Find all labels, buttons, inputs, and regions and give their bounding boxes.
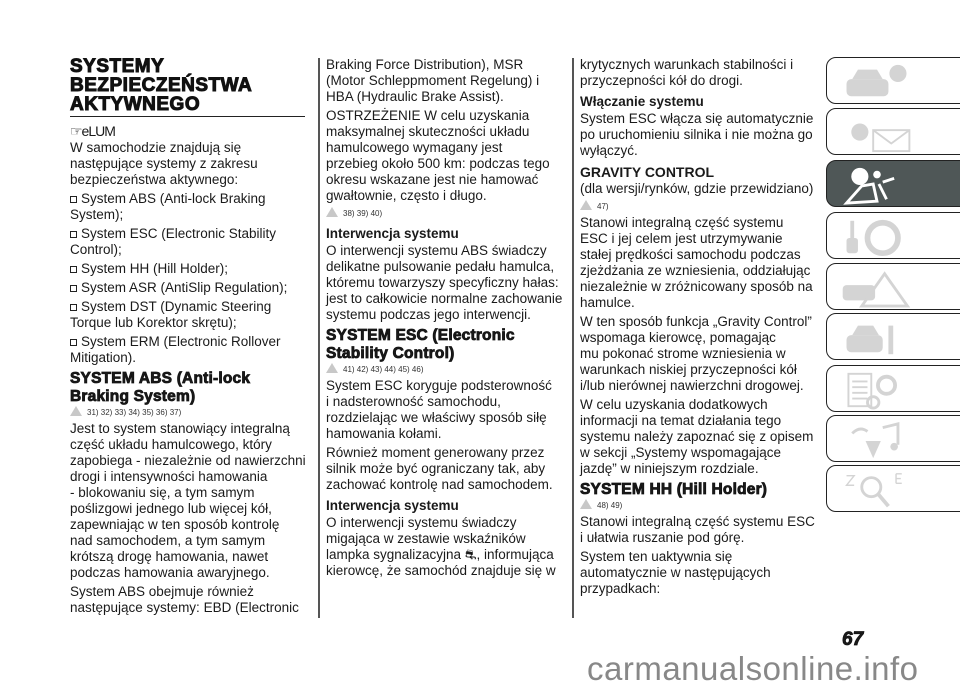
chapter-tab-index-search[interactable]: [826, 465, 960, 512]
text-line: [70, 533, 310, 549]
text: W samochodzie znajdują się: [70, 140, 242, 155]
text-line: [326, 345, 566, 363]
text-line: [580, 581, 820, 597]
text: zjeżdżania ze wzniesienia, oddziałując: [580, 263, 811, 278]
chapter-tab-airbag-safety[interactable]: [826, 160, 960, 207]
paragraph: [580, 314, 820, 394]
text: przypadkach:: [580, 581, 661, 596]
warning-triangle-icon: [580, 200, 592, 210]
text-line: [326, 327, 566, 345]
text: następujące systemy z zakresu: [70, 156, 258, 171]
warning-triangle-icon: [326, 207, 338, 217]
text: hamowania kołami.: [326, 426, 442, 441]
text-line: [580, 445, 820, 461]
section-heading: [326, 327, 566, 363]
text-line: [326, 307, 566, 323]
paragraph: [326, 515, 566, 579]
text-line: [326, 140, 566, 156]
index-search-icon: [837, 470, 917, 510]
text: - blokowaniu się, a tym samym: [70, 485, 255, 500]
text-line: [70, 350, 310, 366]
text-line: [580, 295, 820, 311]
warning-references: [326, 363, 566, 377]
text-line: [326, 225, 566, 243]
text-line: [70, 315, 310, 331]
text-line: [326, 563, 566, 579]
text-line: [580, 314, 820, 330]
car-info-icon: [837, 62, 917, 102]
text: Interwencja systemu: [326, 498, 459, 513]
text: (Motor Schleppmoment Regelung) i: [326, 73, 540, 88]
reference-numbers: 48) 49): [597, 501, 623, 510]
text-line: [580, 127, 820, 143]
text: Jest to system stanowiący integralną: [70, 421, 290, 436]
reference-numbers: 31) 32) 33) 34) 35) 36) 37): [87, 408, 182, 417]
text-line: [580, 397, 820, 413]
multimedia-icon: [837, 420, 917, 460]
text-line: [70, 242, 310, 258]
text: Braking System): [70, 388, 196, 405]
text-line: [580, 57, 820, 73]
text-line: [580, 215, 820, 231]
text-line: [326, 73, 566, 89]
text: zapobiega - niezależnie od nawierzchni: [70, 453, 306, 468]
text: System ABS (Anti-lock Braking: [81, 191, 266, 206]
chapter-tab-multimedia[interactable]: [826, 415, 960, 462]
text: silnik może być ograniczany tak, aby: [326, 461, 546, 476]
text-line: [70, 421, 310, 437]
text: następujące systemy: EBD (Electronic: [70, 600, 299, 615]
text-line: [70, 584, 310, 600]
text: krytycznych warunkach stabilności i: [580, 57, 794, 72]
text: kierowcę, że samochód znajduje się w: [326, 563, 556, 578]
list-item: [70, 191, 310, 223]
chapter-tab-key-steering-wheel[interactable]: [826, 212, 960, 259]
text-line: [580, 111, 820, 127]
text-line: [580, 481, 820, 499]
column-2: [326, 57, 566, 582]
list-item: [70, 261, 310, 277]
text-line: [580, 263, 820, 279]
text: w sekcji „Systemy wspomagające: [580, 445, 782, 460]
car-wrench-icon: [837, 318, 917, 358]
warning-triangle-icon: [326, 363, 338, 373]
chapter-tab-warning-light-message[interactable]: [826, 108, 960, 155]
bullet-square-icon: [70, 339, 77, 346]
bullet-square-icon: [70, 266, 77, 273]
text: wspomaga kierowcę, pomagając: [580, 330, 776, 345]
text: Braking Force Distribution), MSR: [326, 57, 524, 72]
text-line: [580, 413, 820, 429]
text: GRAVITY CONTROL: [580, 164, 715, 180]
elum-icon: ☞eLUM: [70, 123, 115, 139]
text: zapewniając w ten sposób kontrolę: [70, 517, 280, 532]
text: System ERM (Electronic Rollover: [81, 334, 281, 349]
text: któremu towarzyszy specyficzny hałas:: [326, 275, 559, 290]
text-line: [326, 108, 566, 124]
paragraph: [326, 57, 566, 105]
title-line: BEZPIECZEŃSTWA: [70, 75, 253, 96]
text-line: [70, 469, 310, 485]
warning-references: [580, 499, 820, 513]
warning-references: [326, 207, 566, 221]
bullet-square-icon: [70, 304, 77, 311]
warning-references: [580, 200, 820, 214]
list-item: [70, 334, 310, 366]
text-line: [580, 429, 820, 445]
text-line: [326, 156, 566, 172]
text: System ten uaktywnia się: [580, 549, 733, 564]
text: O interwencji systemu świadczy: [326, 515, 517, 530]
text: System HH (Hill Holder);: [81, 261, 229, 276]
text: hamulce.: [580, 295, 635, 310]
text-line: [580, 181, 820, 197]
text: Control);: [70, 242, 122, 257]
text: warunkach niskiej przyczepności kół: [580, 362, 797, 377]
text: System ESC włącza się automatycznie: [580, 111, 814, 126]
text-line: [326, 426, 566, 442]
text-line: [326, 57, 566, 73]
text: automatycznie w następujących: [580, 565, 771, 580]
text-line: [326, 445, 566, 461]
text: jest to całkowicie normalne zachowanie: [326, 291, 563, 306]
paragraph: [580, 181, 820, 197]
bullet-square-icon: [70, 196, 77, 203]
text-line: [326, 291, 566, 307]
section-heading: [580, 93, 820, 111]
paragraph: [326, 243, 566, 323]
text: rozdzielając we właściwy sposób siłę: [326, 410, 547, 425]
warning-references: [70, 406, 310, 420]
text: Również moment generowany przez: [326, 445, 545, 460]
paragraph: [580, 397, 820, 477]
paragraph: [580, 57, 820, 89]
bullet-square-icon: [70, 231, 77, 238]
text-line: [326, 243, 566, 259]
text: W celu uzyskania dodatkowych: [580, 397, 768, 412]
text-line: [326, 531, 566, 547]
paragraph: [70, 140, 310, 188]
text-line: [70, 453, 310, 469]
text-line: [580, 279, 820, 295]
text-line: [580, 461, 820, 477]
text-line: [326, 259, 566, 275]
text: niezależnie w zróżnicowany sposób na: [580, 279, 813, 294]
text-line: [70, 501, 310, 517]
text: ESC i jej celem jest utrzymywanie: [580, 231, 783, 246]
column-divider: [318, 58, 320, 618]
text-line: [580, 530, 820, 546]
text-line: [326, 461, 566, 477]
text: i/lub nierównej nawierzchni drogowej.: [580, 378, 804, 393]
specs-gear-icon: [837, 370, 917, 410]
text: migająca w zestawie wskaźników: [326, 531, 526, 546]
reference-numbers: 38) 39) 40): [343, 209, 383, 218]
column-3: [580, 57, 820, 600]
text-line: [326, 89, 566, 105]
text: bezpieczeństwa aktywnego:: [70, 172, 239, 187]
car-emergency-triangle-icon: [837, 268, 917, 308]
text: HBA (Hydraulic Brake Assist).: [326, 89, 504, 104]
column-1: [70, 57, 310, 619]
paragraph: [326, 108, 566, 204]
watermark: carmanualsonline.info: [587, 650, 919, 687]
text-line: [70, 388, 310, 406]
text: poślizgowi jednego lub więcej kół,: [70, 501, 272, 516]
text-line: [580, 231, 820, 247]
text-line: [326, 547, 566, 563]
text: systemu podczas jego interwencji.: [326, 307, 531, 322]
text: drogi i intensywności hamowania: [70, 469, 268, 484]
text-line: [580, 378, 820, 394]
text: SYSTEM ABS (Anti-lock: [70, 370, 251, 387]
paragraph: [326, 445, 566, 493]
text-line: [70, 140, 310, 156]
section-heading: [326, 497, 566, 515]
text: Torque lub Korektor skrętu);: [70, 315, 237, 330]
page-number: 67: [842, 629, 864, 650]
chapter-tab-car-emergency-triangle[interactable]: [826, 263, 960, 310]
text: Stability Control): [326, 345, 455, 362]
text-line: [580, 73, 820, 89]
text-line: [326, 515, 566, 531]
text-line: [70, 437, 310, 453]
section-heading: [580, 481, 820, 499]
text: System DST (Dynamic Steering: [81, 299, 272, 314]
text-line: [580, 549, 820, 565]
text: System ESC koryguje podsterowność: [326, 378, 552, 393]
warning-light-message-icon: [837, 113, 917, 153]
text: System);: [70, 207, 124, 222]
text-line: [580, 163, 820, 181]
text: podczas hamowania awaryjnego.: [70, 565, 270, 580]
text-line: [326, 477, 566, 493]
text-line: [70, 299, 310, 315]
text: maksymalnej skuteczności układu: [326, 124, 530, 139]
text: hamulcowego wymagany jest: [326, 140, 503, 155]
paragraph: [70, 421, 310, 581]
text: stałej prędkości samochodu podczas: [580, 247, 801, 262]
text: gwałtownie, często i długo.: [326, 188, 487, 203]
text-line: [326, 188, 566, 204]
text: krótszą drogę hamowania, nawet: [70, 549, 269, 564]
list-item: [70, 280, 310, 296]
warning-triangle-icon: [580, 499, 592, 509]
airbag-safety-icon: [837, 165, 917, 205]
section-heading: [70, 370, 310, 406]
text-line: [580, 565, 820, 581]
text: Interwencja systemu: [326, 226, 459, 241]
text: System ABS obejmuje również: [70, 584, 254, 599]
text: i ułatwia ruszanie pod górę.: [580, 530, 745, 545]
text: Stanowi integralną część systemu: [580, 215, 784, 230]
text-line: [326, 410, 566, 426]
chapter-tab-specs-gear[interactable]: [826, 365, 960, 412]
text: SYSTEM HH (Hill Holder): [580, 481, 768, 498]
text: OSTRZEŻENIE W celu uzyskania: [326, 108, 530, 123]
text-line: [326, 172, 566, 188]
text: informacji na temat działania tego: [580, 413, 782, 428]
section-heading: [580, 163, 820, 181]
text-line: [580, 330, 820, 346]
text: Stanowi integralną część systemu ESC: [580, 514, 815, 529]
title-line: AKTYWNEGO: [70, 94, 201, 115]
text: lampka sygnalizacyjna ⛐, informująca: [326, 547, 554, 562]
text-line: [70, 261, 310, 277]
text: zachować kontrolę nad samochodem.: [326, 477, 553, 492]
paragraph: [70, 584, 310, 616]
text: przebieg około 500 km: podczas tego: [326, 156, 550, 171]
text-line: [326, 497, 566, 515]
paragraph: [580, 514, 820, 546]
text-line: [70, 517, 310, 533]
text: wyłączyć.: [580, 143, 638, 158]
text: nad samochodem, a tym samym: [70, 533, 266, 548]
text-line: [70, 172, 310, 188]
text-line: [70, 485, 310, 501]
title-line: SYSTEMY: [70, 56, 165, 77]
text-line: [326, 275, 566, 291]
column-divider: [572, 58, 574, 618]
paragraph: [580, 215, 820, 311]
text-line: [580, 93, 820, 111]
list-item: [70, 299, 310, 331]
text-line: [326, 378, 566, 394]
list-item: [70, 226, 310, 258]
text-line: [580, 362, 820, 378]
reference-numbers: 41) 42) 43) 44) 45) 46): [343, 365, 424, 374]
section-heading: [326, 225, 566, 243]
text-line: [70, 600, 310, 616]
chapter-tab-car-wrench[interactable]: [826, 313, 960, 360]
text-line: [580, 514, 820, 530]
text: (dla wersji/rynków, gdzie przewidziano): [580, 181, 814, 196]
text-line: [70, 207, 310, 223]
text: W ten sposób funkcja „Gravity Control”: [580, 314, 812, 329]
text-line: [580, 346, 820, 362]
paragraph: [580, 111, 820, 159]
text-line: [326, 394, 566, 410]
text: i nadsterowność samochodu,: [326, 394, 501, 409]
text-line: [70, 370, 310, 388]
key-steering-wheel-icon: [837, 217, 917, 257]
paragraph: [580, 549, 820, 597]
text: System ESC (Electronic Stability: [81, 226, 277, 241]
text: Włączanie systemu: [580, 94, 704, 109]
text-line: [70, 565, 310, 581]
reference-numbers: 47): [597, 202, 609, 211]
text: SYSTEM ESC (Electronic: [326, 327, 515, 344]
text-line: [70, 226, 310, 242]
text: mu pokonać strome wzniesienia w: [580, 346, 786, 361]
text-line: [70, 549, 310, 565]
text-line: [580, 247, 820, 263]
text: jazdę” w niniejszym rozdziale.: [580, 461, 759, 476]
text-line: [580, 143, 820, 159]
text: część układu hamulcowego, który: [70, 437, 272, 452]
bullet-square-icon: [70, 285, 77, 292]
text-line: [70, 156, 310, 172]
text: Mitigation).: [70, 350, 137, 365]
warning-triangle-icon: [70, 406, 82, 416]
text-line: [70, 191, 310, 207]
text-line: [70, 280, 310, 296]
text: okresu wskazane jest nie hamować: [326, 172, 539, 187]
text: po uruchomieniu silnika i nie można go: [580, 127, 813, 142]
paragraph: [326, 378, 566, 442]
text: delikatne pulsowanie pedału hamulca,: [326, 259, 555, 274]
text: O interwencji systemu ABS świadczy: [326, 243, 547, 258]
text: System ASR (AntiSlip Regulation);: [81, 280, 288, 295]
text: systemu należy zapoznać się z opisem: [580, 429, 814, 444]
text-line: [70, 334, 310, 350]
page-title: [70, 57, 305, 117]
text: przyczepności kół do drogi.: [580, 73, 743, 88]
chapter-tab-car-info[interactable]: [826, 57, 960, 104]
text-line: [326, 124, 566, 140]
